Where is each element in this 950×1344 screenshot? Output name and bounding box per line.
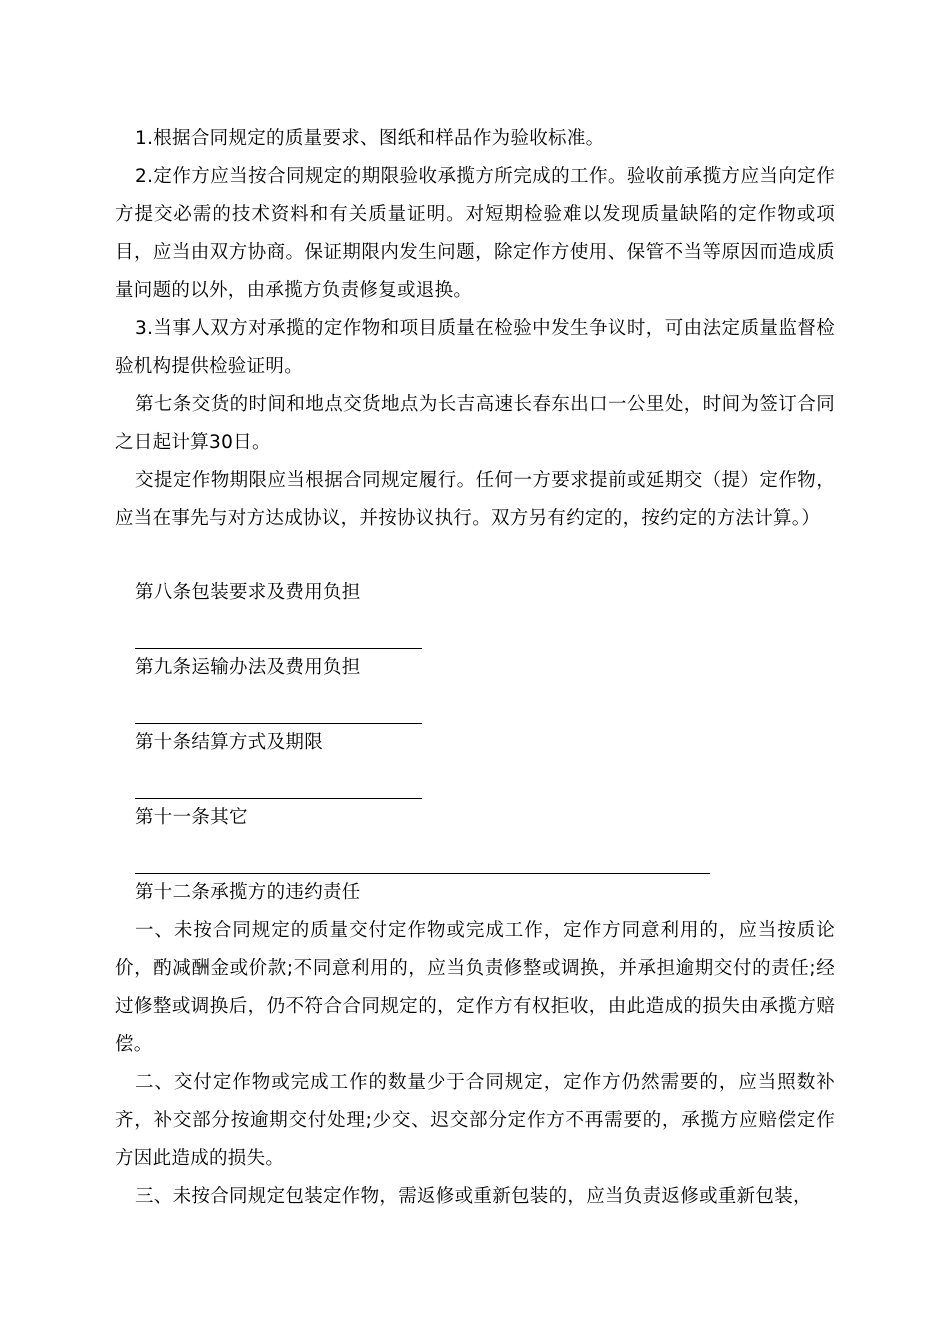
spacer bbox=[115, 538, 835, 574]
heading-article-12: 第十二条承揽方的违约责任 bbox=[135, 882, 361, 903]
paragraph-article-7: 第七条交货的时间和地点交货地点为长吉高速长春东出口一公里处，时间为签订合同之日起计算30日。 bbox=[115, 394, 835, 453]
blank-line-article-11 bbox=[135, 837, 710, 874]
heading-article-8: 第八条包装要求及费用负担 bbox=[135, 582, 361, 603]
blank-line-article-10 bbox=[135, 762, 422, 799]
paragraph-acceptance-deadline: 2.定作方应当按合同规定的期限验收承揽方所完成的工作。验收前承揽方应当向定作方提交必需的技术资料和有关质量证明。对短期检验难以发现质量缺陷的定作物或项目，应当由双方协商。保证期限内发生问题，除定作方使用、保管不当等原因而造成质量问题的以外，由承揽方负责修复或退换。 bbox=[115, 166, 835, 301]
paragraph-liability-3: 三、未按合同规定包装定作物，需返修或重新包装的，应当负责返修或重新包装， bbox=[135, 1186, 812, 1207]
document-body bbox=[115, 120, 835, 1216]
paragraph-acceptance-standard: 1.根据合同规定的质量要求、图纸和样品作为验收标准。 bbox=[135, 128, 605, 149]
blank-line-article-8 bbox=[135, 612, 422, 649]
paragraph-quality-dispute: 3.当事人双方对承揽的定作物和项目质量在检验中发生争议时，可由法定质量监督检验机构提供检验证明。 bbox=[115, 318, 835, 377]
paragraph-delivery-period: 交提定作物期限应当根据合同规定履行。任何一方要求提前或延期交（提）定作物，应当在事先与对方达成协议，并按协议执行。双方另有约定的，按约定的方法计算。） bbox=[115, 470, 835, 529]
paragraph-liability-1: 一、未按合同规定的质量交付定作物或完成工作，定作方同意利用的，应当按质论价，酌减酬金或价款;不同意利用的，应当负责修整或调换，并承担逾期交付的责任;经过修整或调换后，仍不符合合同规定的，定作方有权拒收，由此造成的损失由承揽方赔偿。 bbox=[115, 920, 835, 1055]
paragraph-liability-2: 二、交付定作物或完成工作的数量少于合同规定，定作方仍然需要的，应当照数补齐，补交部分按逾期交付处理;少交、迟交部分定作方不再需要的，承揽方应赔偿定作方因此造成的损失。 bbox=[115, 1072, 835, 1169]
blank-line-article-9 bbox=[135, 687, 422, 724]
heading-article-11: 第十一条其它 bbox=[135, 807, 248, 828]
heading-article-10: 第十条结算方式及期限 bbox=[135, 732, 324, 753]
heading-article-9: 第九条运输办法及费用负担 bbox=[135, 657, 361, 678]
